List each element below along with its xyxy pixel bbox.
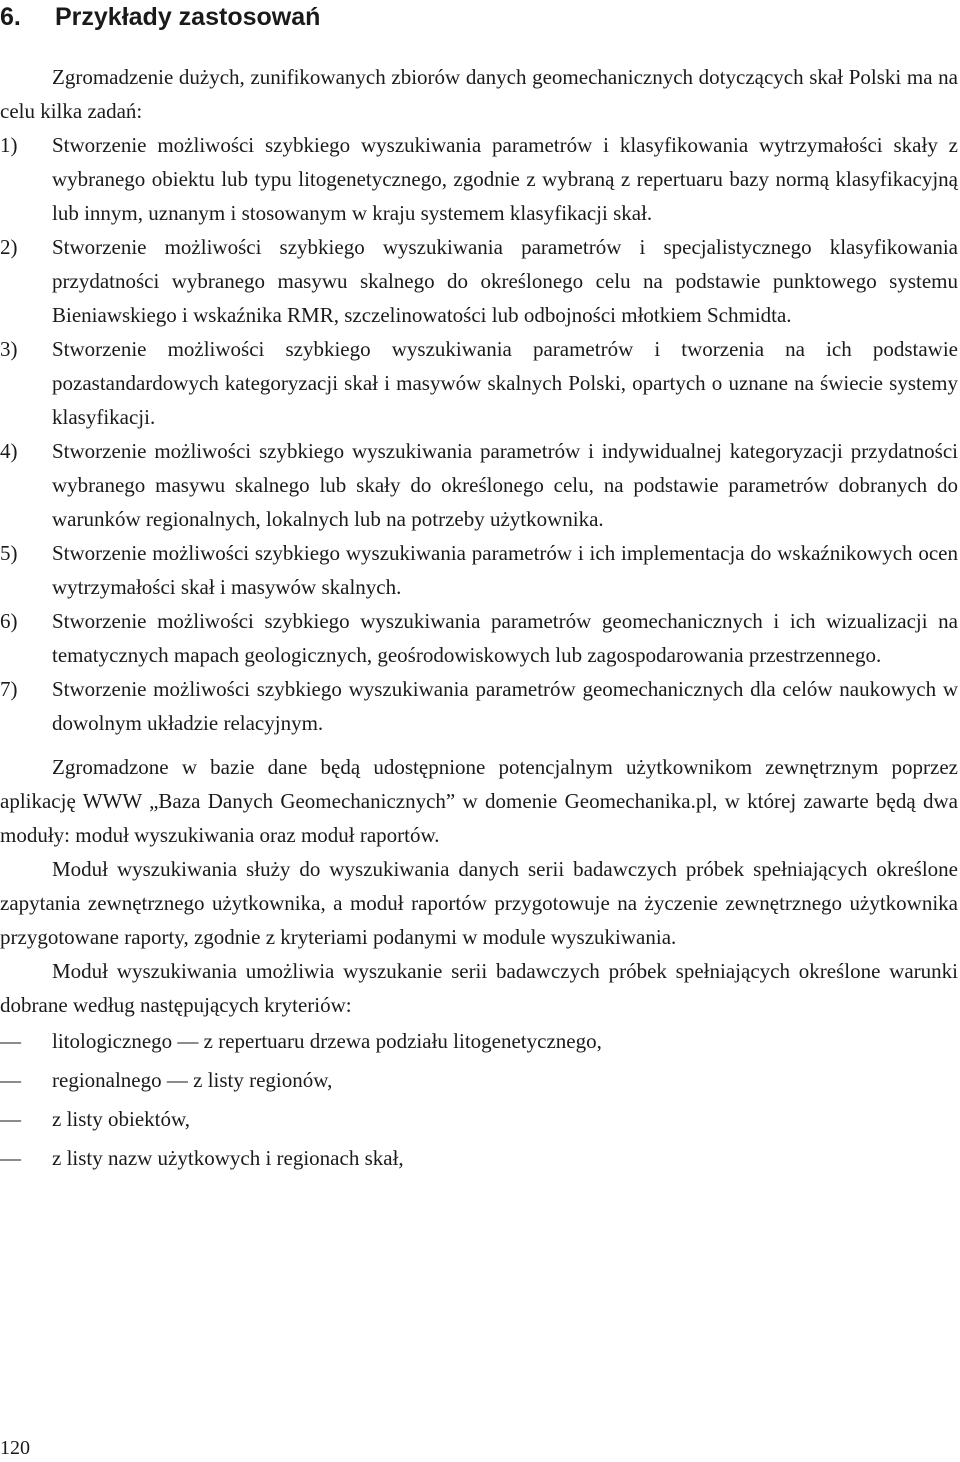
criterion-item-4 (0, 1139, 958, 1178)
task-item-3 (0, 332, 958, 434)
task-item-6 (0, 604, 958, 672)
task-item-7 (0, 672, 958, 740)
task-number: 7) (0, 677, 18, 701)
dash-bullet: — (0, 1068, 21, 1092)
criterion-text: z listy obiektów, (52, 1107, 191, 1131)
task-number: 6) (0, 609, 18, 633)
task-number: 1) (0, 133, 18, 157)
access-paragraph: Zgromadzone w bazie dane będą udostępnione potencjalnym użytkownikom zewnętrznym poprzez aplikację WWW „Baza Danych Geomechanicznych” w domenie Geomechanika.pl, w której zawarte będą dwa moduły: moduł wyszukiwania oraz moduł raportów. (0, 755, 958, 847)
modules-paragraph: Moduł wyszukiwania służy do wyszukiwania danych serii badawczych próbek spełniających określone zapytania zewnętrznego użytkownika, a moduł raportów przygotowuje na życzenie zewnętrznego użytkownika przygotowane raporty, zgodnie z kryteriami podanymi w module wyszukiwania. (0, 857, 958, 949)
task-number: 5) (0, 541, 18, 565)
task-text: Stworzenie możliwości szybkiego wyszukiwania parametrów i indywidualnej kategoryzacji przydatności wybranego masywu skalnego lub skały do określonego celu, na podstawie parametrów dobranych do warunków regionalnych, lokalnych lub na potrzeby użytkownika. (52, 439, 958, 531)
criterion-text: z listy nazw użytkowych i regionach skał, (52, 1146, 404, 1170)
criterion-item-3 (0, 1100, 958, 1139)
dash-bullet: — (0, 1146, 21, 1170)
task-number: 2) (0, 235, 18, 259)
criterion-item-2 (0, 1061, 958, 1100)
task-item-5 (0, 536, 958, 604)
task-list (0, 128, 958, 740)
page-number: 120 (0, 1437, 30, 1459)
task-text: Stworzenie możliwości szybkiego wyszukiwania parametrów i ich implementacja do wskaźnikowych ocen wytrzymałości skał i masywów skalnych. (52, 541, 958, 599)
criterion-text: litologicznego — z repertuaru drzewa podziału litogenetycznego, (52, 1029, 602, 1053)
search-criteria-paragraph: Moduł wyszukiwania umożliwia wyszukanie serii badawczych próbek spełniających określone warunki dobrane według następujących kryteriów: (0, 959, 958, 1017)
section-title: Przykłady zastosowań (55, 3, 321, 31)
dash-bullet: — (0, 1107, 21, 1131)
criterion-item-1 (0, 1022, 958, 1061)
task-number: 3) (0, 337, 18, 361)
section-heading (0, 1, 320, 33)
criterion-text: regionalnego — z listy regionów, (52, 1068, 333, 1092)
task-text: Stworzenie możliwości szybkiego wyszukiwania parametrów i klasyfikowania wytrzymałości skały z wybranego obiektu lub typu litogenetycznego, zgodnie z wybraną z repertuaru bazy normą klasyfikacyjną lub innym, uznanym i stosowanym w kraju systemem klasyfikacji skał. (52, 133, 958, 225)
task-item-4 (0, 434, 958, 536)
task-text: Stworzenie możliwości szybkiego wyszukiwania parametrów geomechanicznych i ich wizualizacji na tematycznych mapach geologicznych, geośrodowiskowych lub zagospodarowania przestrzennego. (52, 609, 958, 667)
task-text: Stworzenie możliwości szybkiego wyszukiwania parametrów i specjalistycznego klasyfikowania przydatności wybranego masywu skalnego do określonego celu na podstawie punktowego systemu Bieniawskiego i wskaźnika RMR, szczelinowatości lub odbojności młotkiem Schmidta. (52, 235, 958, 327)
task-number: 4) (0, 439, 18, 463)
body-text (0, 60, 958, 1178)
criteria-list (0, 1022, 958, 1178)
dash-bullet: — (0, 1029, 21, 1053)
task-text: Stworzenie możliwości szybkiego wyszukiwania parametrów i tworzenia na ich podstawie pozastandardowych kategoryzacji skał i masywów skalnych Polski, opartych o uznane na świecie systemy klasyfikacji. (52, 337, 958, 429)
task-item-2 (0, 230, 958, 332)
task-item-1 (0, 128, 958, 230)
task-text: Stworzenie możliwości szybkiego wyszukiwania parametrów geomechanicznych dla celów naukowych w dowolnym układzie relacyjnym. (52, 677, 958, 735)
section-number: 6. (0, 3, 21, 31)
intro-paragraph: Zgromadzenie dużych, zunifikowanych zbiorów danych geomechanicznych dotyczących skał Polski ma na celu kilka zadań: (0, 65, 958, 123)
